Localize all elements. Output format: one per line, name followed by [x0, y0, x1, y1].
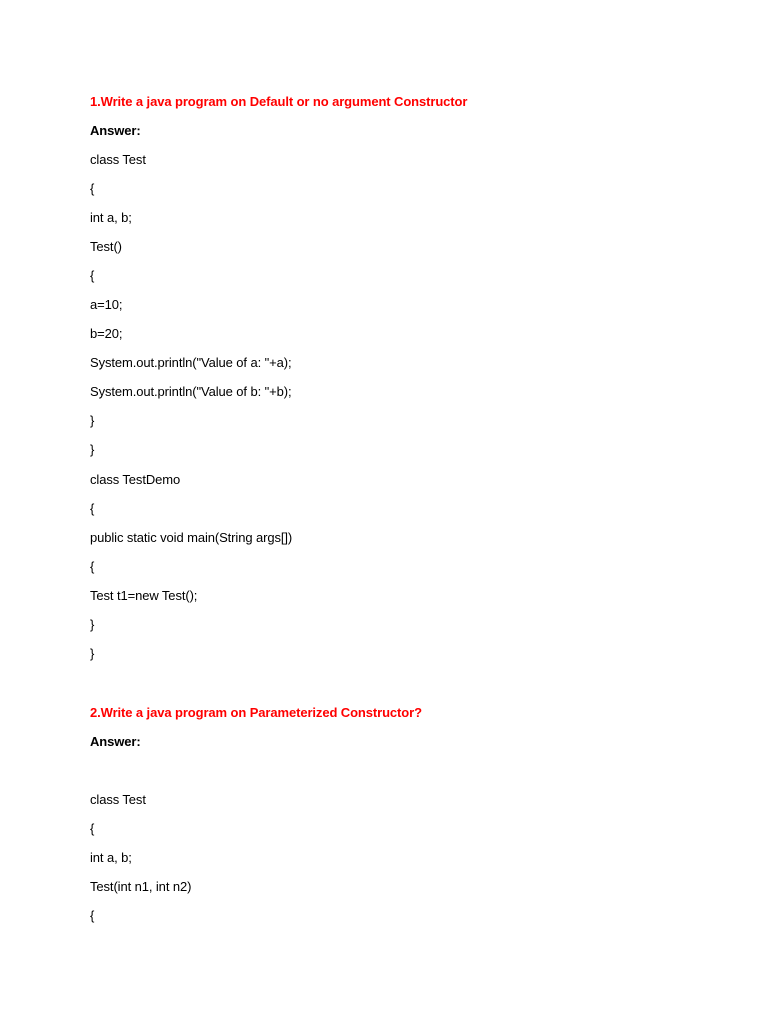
code-line: System.out.println("Value of b: "+b); [90, 384, 292, 399]
code-line: int a, b; [90, 210, 132, 225]
code-line: class Test [90, 792, 146, 807]
code-line: } [90, 413, 95, 428]
code-line: Test() [90, 239, 122, 254]
code-line: { [90, 559, 95, 574]
question-2-heading: 2.Write a java program on Parameterized Constructor? [90, 705, 422, 720]
code-line: public static void main(String args[]) [90, 530, 293, 545]
code-line: { [90, 501, 95, 516]
code-line: b=20; [90, 326, 123, 341]
code-line: Test(int n1, int n2) [90, 879, 192, 894]
question-1-heading: 1.Write a java program on Default or no argument Constructor [90, 94, 468, 109]
code-line: a=10; [90, 297, 123, 312]
code-line: class Test [90, 152, 146, 167]
code-line: } [90, 646, 95, 661]
code-line: class TestDemo [90, 472, 181, 487]
code-line: { [90, 181, 95, 196]
answer-1-label: Answer: [90, 123, 141, 138]
code-line: { [90, 268, 95, 283]
code-line: } [90, 617, 95, 632]
answer-2-label: Answer: [90, 734, 141, 749]
code-line: { [90, 821, 95, 836]
code-line: } [90, 442, 95, 457]
code-line: System.out.println("Value of a: "+a); [90, 355, 292, 370]
code-line: int a, b; [90, 850, 132, 865]
code-line: { [90, 908, 95, 923]
code-line: Test t1=new Test(); [90, 588, 198, 603]
